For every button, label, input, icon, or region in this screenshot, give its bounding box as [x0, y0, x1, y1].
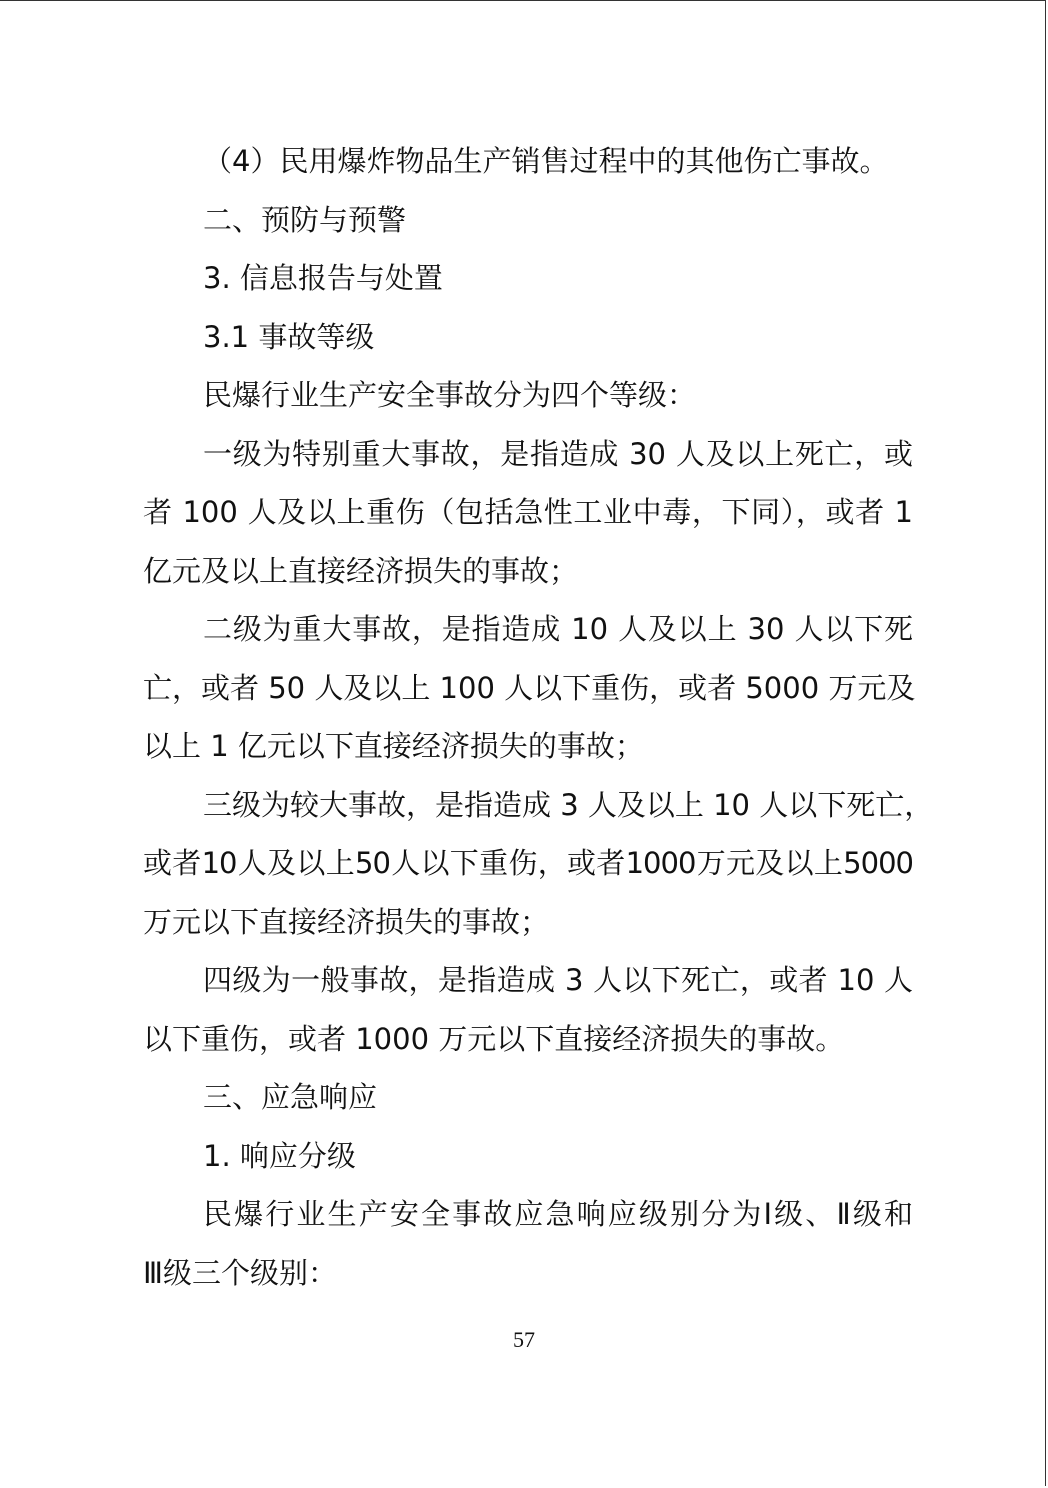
paragraph-line: 以下重伤，或者 1000 万元以下直接经济损失的事故。: [143, 1022, 845, 1056]
paragraph-line: 二级为重大事故，是指造成 10 人及以上 30 人以下死: [203, 612, 913, 646]
paragraph-line: 四级为一般事故，是指造成 3 人以下死亡，或者 10 人: [203, 963, 913, 997]
paragraph-line: 者 100 人及以上重伤（包括急性工业中毒，下同），或者 1: [143, 495, 913, 529]
section-heading: 1. 响应分级: [203, 1139, 356, 1173]
section-heading: 三、应急响应: [203, 1080, 378, 1114]
paragraph-line: 以上 1 亿元以下直接经济损失的事故；: [143, 729, 644, 763]
paragraph-line: 或者10人及以上50人以下重伤，或者1000万元及以上5000: [143, 846, 913, 880]
paragraph-line: 亿元及以上直接经济损失的事故；: [143, 554, 579, 588]
paragraph-line: 民爆行业生产安全事故分为四个等级：: [203, 378, 697, 412]
page-number: 57: [513, 1327, 535, 1352]
paragraph-line: 亡，或者 50 人及以上 100 人以下重伤，或者 5000 万元及: [143, 671, 916, 705]
subsection-heading: 3.1 事故等级: [203, 320, 375, 354]
paragraph-line: 万元以下直接经济损失的事故；: [143, 905, 550, 939]
section-heading: 二、预防与预警: [203, 203, 407, 237]
paragraph-line: 三级为较大事故，是指造成 3 人及以上 10 人以下死亡，: [203, 788, 934, 822]
paragraph-line: 民爆行业生产安全事故应急响应级别分为Ⅰ级、Ⅱ级和: [203, 1197, 913, 1231]
paragraph-line: 一级为特别重大事故，是指造成 30 人及以上死亡，或: [203, 437, 913, 471]
section-heading: 3. 信息报告与处置: [203, 261, 443, 295]
paragraph-line: （4）民用爆炸物品生产销售过程中的其他伤亡事故。: [203, 144, 889, 178]
paragraph-line: Ⅲ级三个级别：: [143, 1256, 337, 1290]
